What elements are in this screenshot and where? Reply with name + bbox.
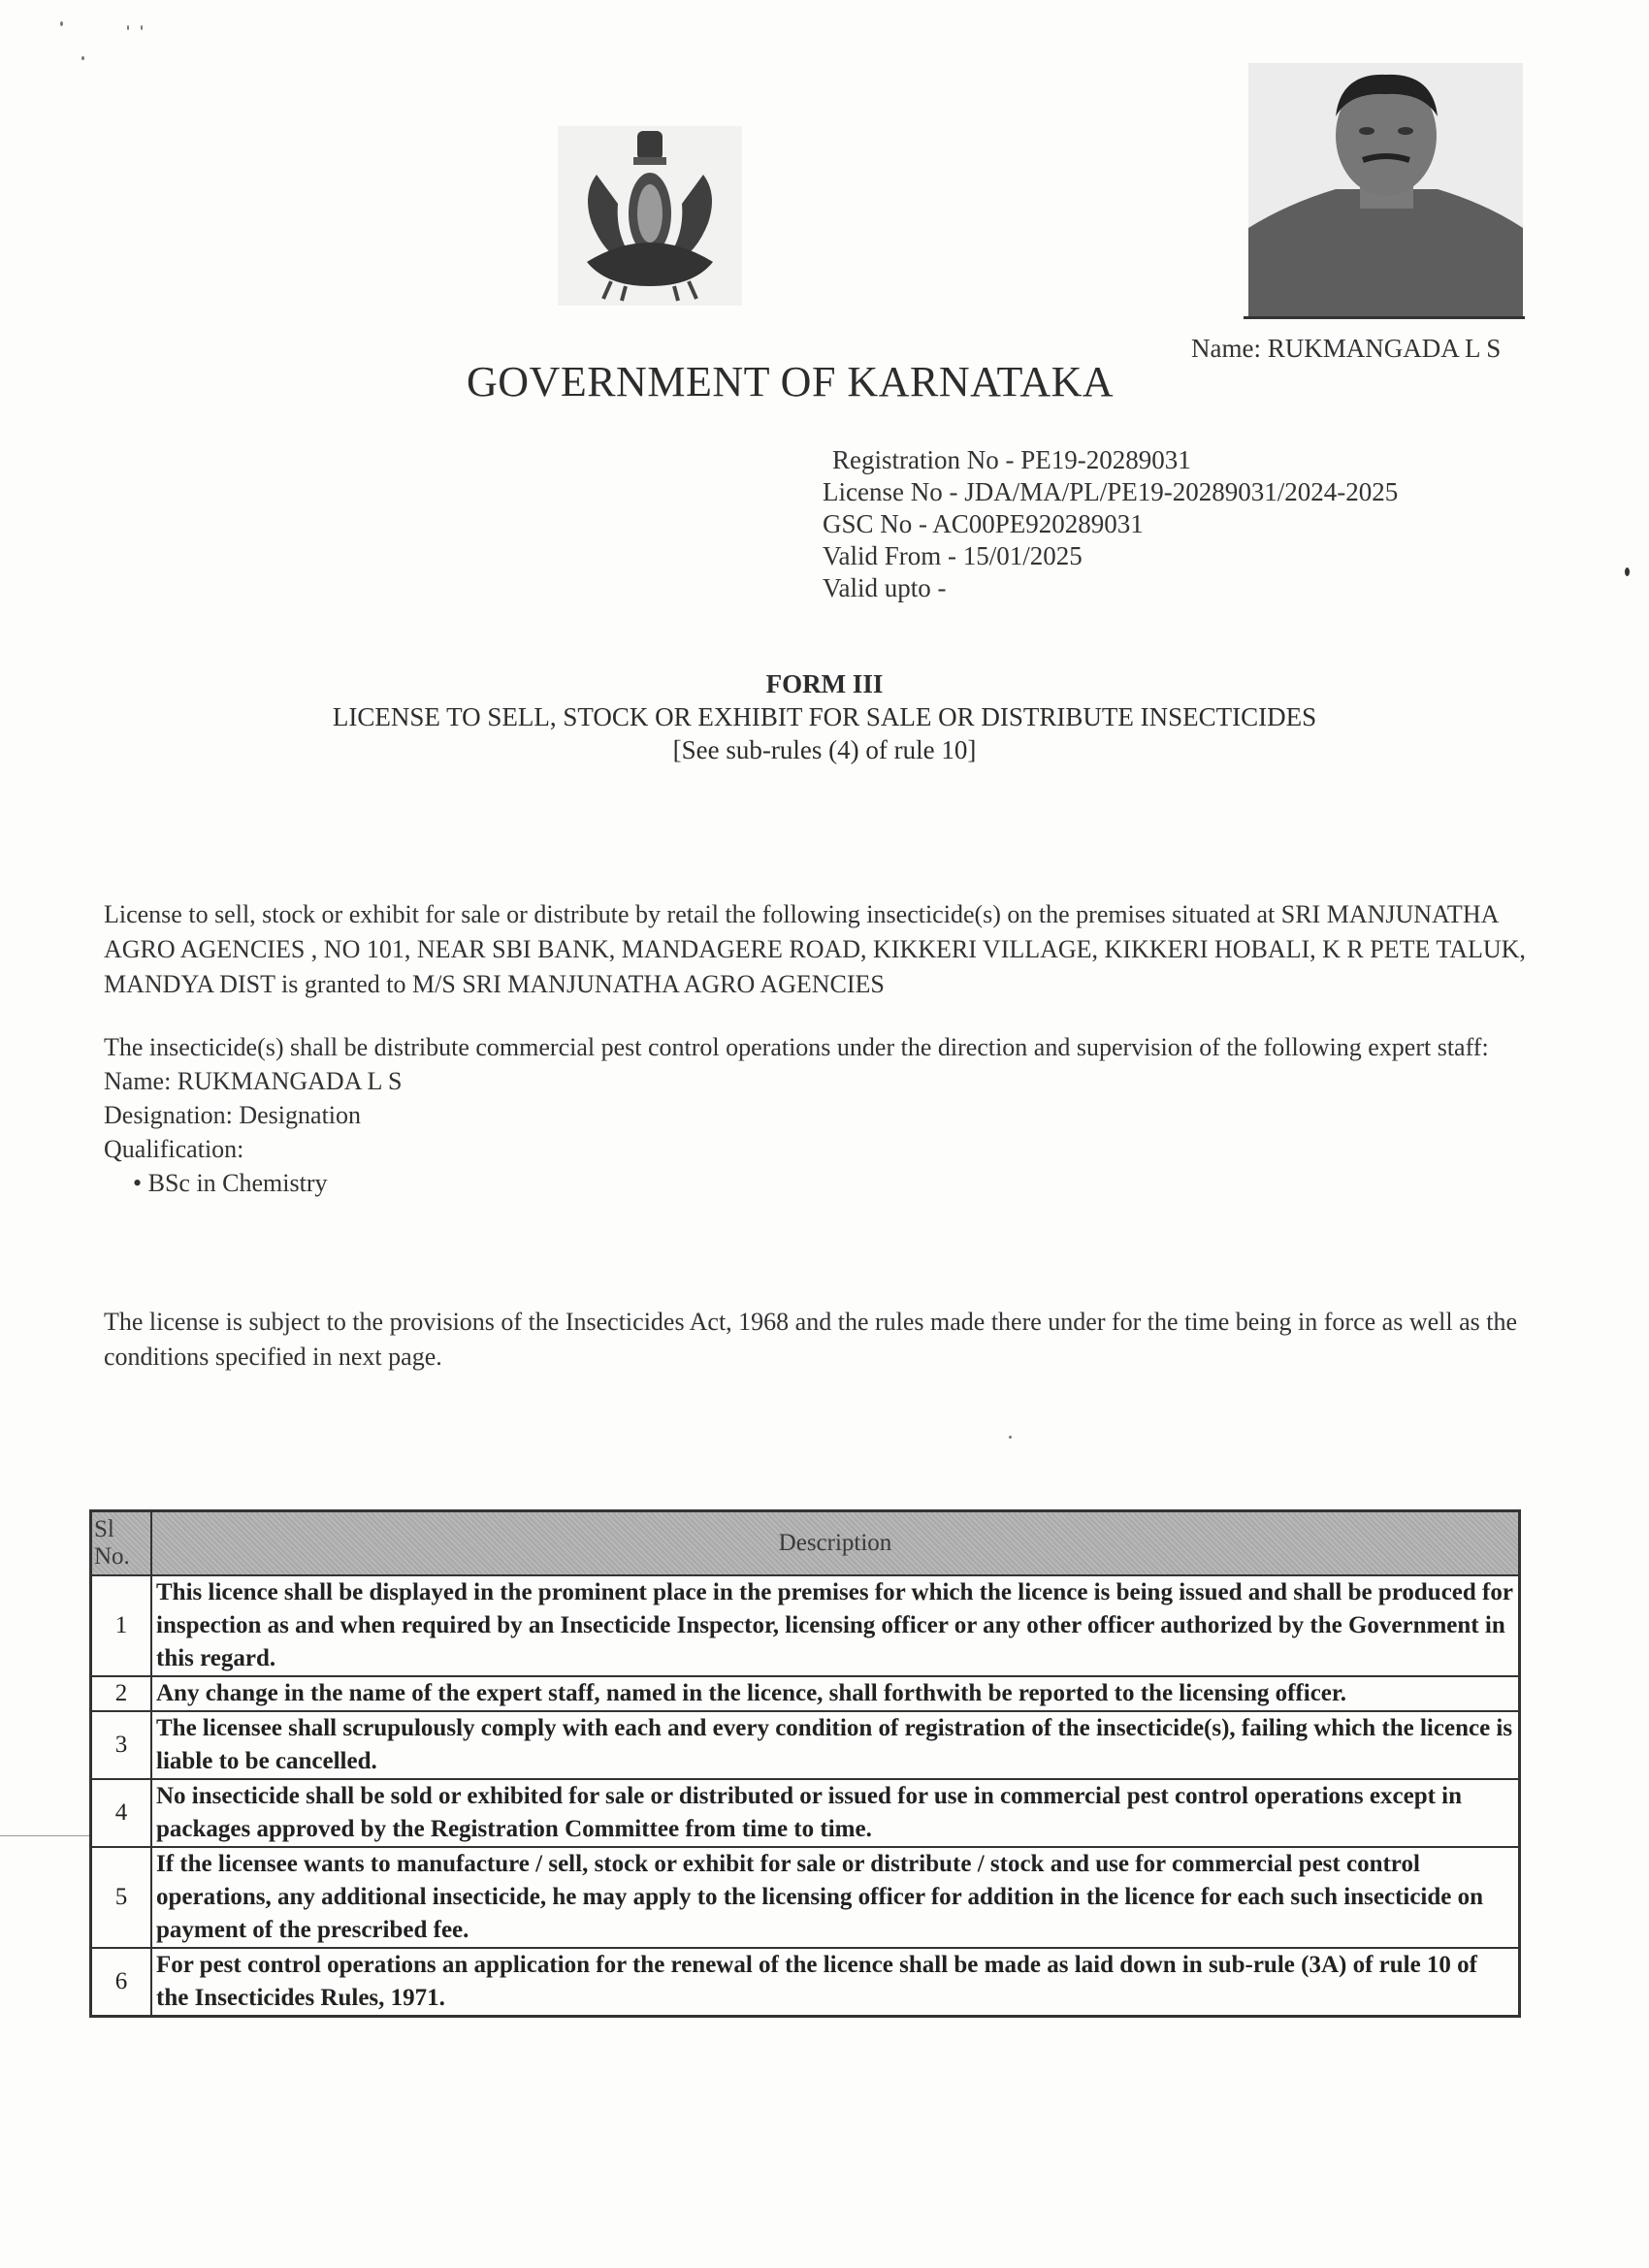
scan-speck — [127, 25, 129, 30]
row-number: 4 — [91, 1779, 152, 1847]
form-title: FORM III — [765, 669, 884, 698]
registration-details — [823, 444, 1398, 604]
scan-line — [0, 1835, 92, 1836]
row-number: 3 — [91, 1711, 152, 1779]
qualification-text: BSc in Chemistry — [147, 1169, 328, 1197]
row-description: The licensee shall scrupulously comply with each and every condition of registration of the insecticide(s), failing which the licence is liable to be cancelled. — [151, 1711, 1520, 1779]
scan-speck — [81, 56, 84, 60]
row-description: If the licensee wants to manufacture / sell, stock or exhibit for sale or distribute / stock and use for commercial pest control operations, any additional insecticide, he may apply to the licensing officer for addition in the licence for each such insecticide on payment of the prescribed fee. — [151, 1847, 1520, 1948]
bullet-icon: • — [133, 1169, 143, 1197]
license-number: License No - JDA/MA/PL/PE19-20289031/2024-2025 — [823, 477, 1399, 506]
sl-no-header: Sl No. — [91, 1511, 152, 1576]
table-row — [91, 1948, 1520, 2017]
row-number: 5 — [91, 1847, 152, 1948]
registration-number: Registration No - PE19-20289031 — [832, 445, 1191, 474]
table-row — [91, 1711, 1520, 1779]
row-number: 2 — [91, 1676, 152, 1711]
karnataka-emblem-icon — [558, 126, 742, 306]
row-description: This licence shall be displayed in the prominent place in the premises for which the licence is being issued and shall be produced for inspection as and when required by an Insecticide Inspector, licensing officer or any other officer authorized by the Government in this regard. — [151, 1575, 1520, 1676]
applicant-photo — [1248, 63, 1523, 317]
table-row — [91, 1779, 1520, 1847]
scan-speck — [1009, 1436, 1012, 1439]
scan-speck — [60, 21, 63, 26]
expert-designation: Designation: Designation — [104, 1101, 362, 1129]
row-number: 6 — [91, 1948, 152, 2017]
photo-caption-name: Name: RUKMANGADA L S — [1191, 334, 1502, 363]
form-rule-reference: [See sub-rules (4) of rule 10] — [672, 735, 977, 764]
gsc-number: GSC No - AC00PE920289031 — [823, 509, 1144, 538]
form-subtitle: LICENSE TO SELL, STOCK OR EXHIBIT FOR SALE OR DISTRIBUTE INSECTICIDES — [332, 702, 1317, 731]
description-header: Description — [151, 1511, 1520, 1576]
grant-paragraph: License to sell, stock or exhibit for sale or distribute by retail the following insecticide(s) on the premises situated at SRI MANJUNATHA AGRO AGENCIES , NO 101, NEAR SBI BANK, MANDAGERE ROAD, KIKKERI VILLAGE, KIKKERI HOBALI, K R PETE TALUK, MANDYA DIST is granted to M/S SRI MANJUNATHA AGRO AGENCIES — [104, 900, 1526, 998]
form-heading — [0, 667, 1649, 766]
row-number: 1 — [91, 1575, 152, 1676]
qualification-item — [104, 1166, 1549, 1200]
photo-underline — [1244, 316, 1525, 319]
table-row — [91, 1676, 1520, 1711]
government-title: GOVERNMENT OF KARNATAKA — [467, 358, 1115, 405]
supervision-paragraph: The insecticide(s) shall be distribute commercial pest control operations under the direction and supervision of the following expert staff: — [104, 1033, 1489, 1061]
provisions-paragraph: The license is subject to the provisions of the Insecticides Act, 1968 and the rules made there under for the time being in force as well as the conditions specified in next page. — [104, 1308, 1518, 1371]
expert-staff-section — [104, 1030, 1549, 1200]
expert-name: Name: RUKMANGADA L S — [104, 1067, 403, 1095]
row-description: Any change in the name of the expert staff, named in the licence, shall forthwith be reported to the licensing officer. — [151, 1676, 1520, 1711]
table-header-row — [91, 1511, 1520, 1576]
scan-speck — [141, 25, 143, 30]
scan-speck — [1625, 567, 1630, 576]
row-description: For pest control operations an application for the renewal of the licence shall be made as laid down in sub-rule (3A) of rule 10 of the Insecticides Rules, 1971. — [151, 1948, 1520, 2017]
table-row — [91, 1575, 1520, 1676]
qualification-label: Qualification: — [104, 1135, 244, 1163]
valid-upto: Valid upto - — [823, 573, 947, 602]
table-row — [91, 1847, 1520, 1948]
valid-from: Valid From - 15/01/2025 — [823, 541, 1083, 570]
row-description: No insecticide shall be sold or exhibited for sale or distributed or issued for use in commercial pest control operations except in packages approved by the Registration Committee from time to time. — [151, 1779, 1520, 1847]
conditions-table — [89, 1509, 1521, 2018]
